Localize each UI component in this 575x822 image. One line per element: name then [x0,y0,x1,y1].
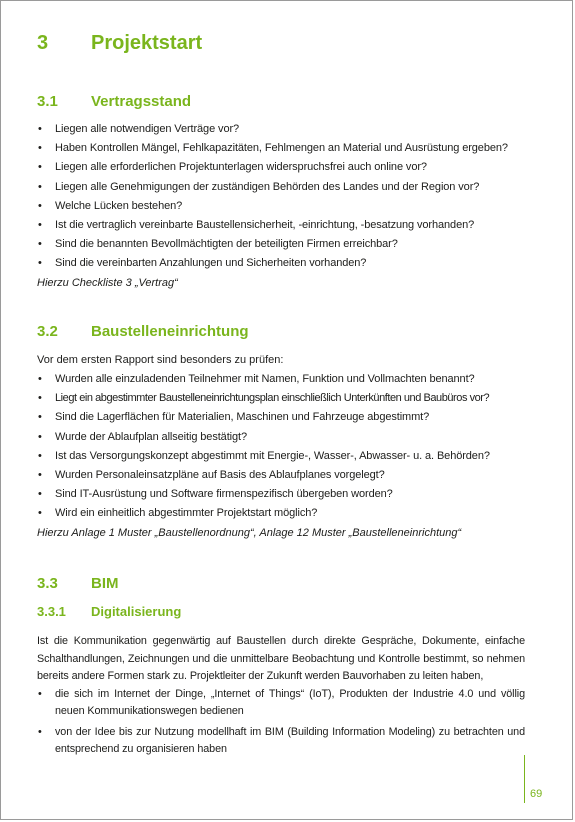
bullet-icon: • [38,373,42,385]
section-number: 3.2 [37,323,58,340]
list-item: • Liegen alle notwendigen Verträge vor? [37,120,527,139]
bullet-icon: • [38,449,42,462]
list-item: • Welche Lücken bestehen? [37,197,527,216]
section-title: BIM [91,575,119,592]
bullet-icon: • [38,392,42,405]
section-number: 3.3 [37,575,58,592]
page-number-rule [524,755,525,803]
bullet-icon: • [38,687,42,700]
bullet-icon: • [38,488,42,501]
section-intro: Vor dem ersten Rapport sind besonders zu prüfen: [37,354,284,366]
section-note: Hierzu Checkliste 3 „Vertrag“ [37,276,178,289]
bullet-icon: • [38,411,42,424]
list-item: • Wurde der Ablaufplan allseitig bestätigt? [37,428,527,447]
section-title: Vertragsstand [91,93,192,110]
list-item: • die sich im Internet der Dinge, „Internet of Things“ (IoT), Produkten der Industrie 4.0 und völlig neuen Kommunikationswegen bedienen [38,687,525,717]
chapter-number: 3 [37,32,49,54]
bullet-icon: • [38,123,42,135]
chapter-heading [37,32,202,55]
list-item: • Sind IT-Ausrüstung und Software firmenspezifisch übergeben worden? [37,485,527,504]
list-item: • Liegt ein abgestimmter Baustelleneinrichtungsplan einschließlich Unterkünften und Baubüros vor? [37,389,527,408]
section-number: 3.1 [37,93,58,110]
page-number: 69 [530,788,543,800]
bullet-icon: • [38,199,42,212]
section-heading-3-2 [37,323,249,340]
list-item: • Ist das Versorgungskonzept abgestimmt mit Energie-, Wasser-, Abwasser- u. a. Behörden? [37,447,527,466]
section-3-3-1-body [37,633,525,762]
bullet-icon: • [38,219,42,232]
list-item: • Wurden alle einzuladenden Teilnehmer mit Namen, Funktion und Vollmachten benannt? [37,370,527,389]
section-heading-3-3 [37,575,119,592]
section-3-2-body [37,351,527,543]
checklist-vertragsstand [37,120,527,274]
bullet-icon: • [38,238,42,251]
bullet-icon: • [38,161,42,174]
bullet-icon: • [38,257,42,270]
subsection-title: Digitalisierung [91,604,182,619]
list-item: • Haben Kontrollen Mängel, Fehlkapazitäten, Fehlmengen an Material und Ausrüstung ergeben? [37,139,527,158]
list-item: • Wird ein einheitlich abgestimmter Projektstart möglich? [37,504,527,523]
list-item: • Sind die Lagerflächen für Materialien, Maschinen und Fahrzeuge abgestimmt? [37,408,527,427]
subsection-heading-3-3-1 [37,604,181,619]
section-heading-3-1 [37,93,191,110]
list-item: • Wurden Personaleinsatzpläne auf Basis des Ablaufplanes vorgelegt? [37,466,527,485]
bim-list [37,686,525,759]
bullet-icon: • [38,142,42,155]
list-item: • Sind die vereinbarten Anzahlungen und Sicherheiten vorhanden? [37,254,527,273]
chapter-title: Projektstart [91,32,203,54]
checklist-baustelleneinrichtung [37,370,527,524]
bullet-icon: • [38,180,42,193]
bullet-icon: • [38,430,42,443]
section-title: Baustelleneinrichtung [91,323,249,340]
bullet-icon: • [38,725,42,738]
section-note: Hierzu Anlage 1 Muster „Baustellenordnung“, Anlage 12 Muster „Baustelleneinrichtung“ [37,526,462,539]
list-item: • Liegen alle Genehmigungen der zuständigen Behörden des Landes und der Region vor? [37,178,527,197]
bullet-icon: • [38,469,42,482]
paragraph: Ist die Kommunikation gegenwärtig auf Baustellen durch direkte Gespräche, Dokumente, einfache Schalthandlungen, Zeichnungen und die unmittelbare Beobachtung und Kontrolle bestimmt, so nehmen bereits andere Formen stark zu. Projektleiter der Zukunft werden Bauvorhaben zu leiten haben, [37,635,525,682]
list-item: • Liegen alle erforderlichen Projektunterlagen widerspruchsfrei auch online vor? [37,158,527,177]
subsection-number: 3.3.1 [37,604,66,619]
list-item: • von der Idee bis zur Nutzung modellhaft im BIM (Building Information Modeling) zu betrachten und entsprechend zu organisieren haben [38,725,525,755]
list-item: • Sind die benannten Bevollmächtigten der beteiligten Firmen erreichbar? [37,235,527,254]
list-item: • Ist die vertraglich vereinbarte Baustellensicherheit, -einrichtung, -besatzung vorhanden? [37,216,527,235]
section-3-1-body [37,120,527,293]
bullet-icon: • [38,507,42,520]
